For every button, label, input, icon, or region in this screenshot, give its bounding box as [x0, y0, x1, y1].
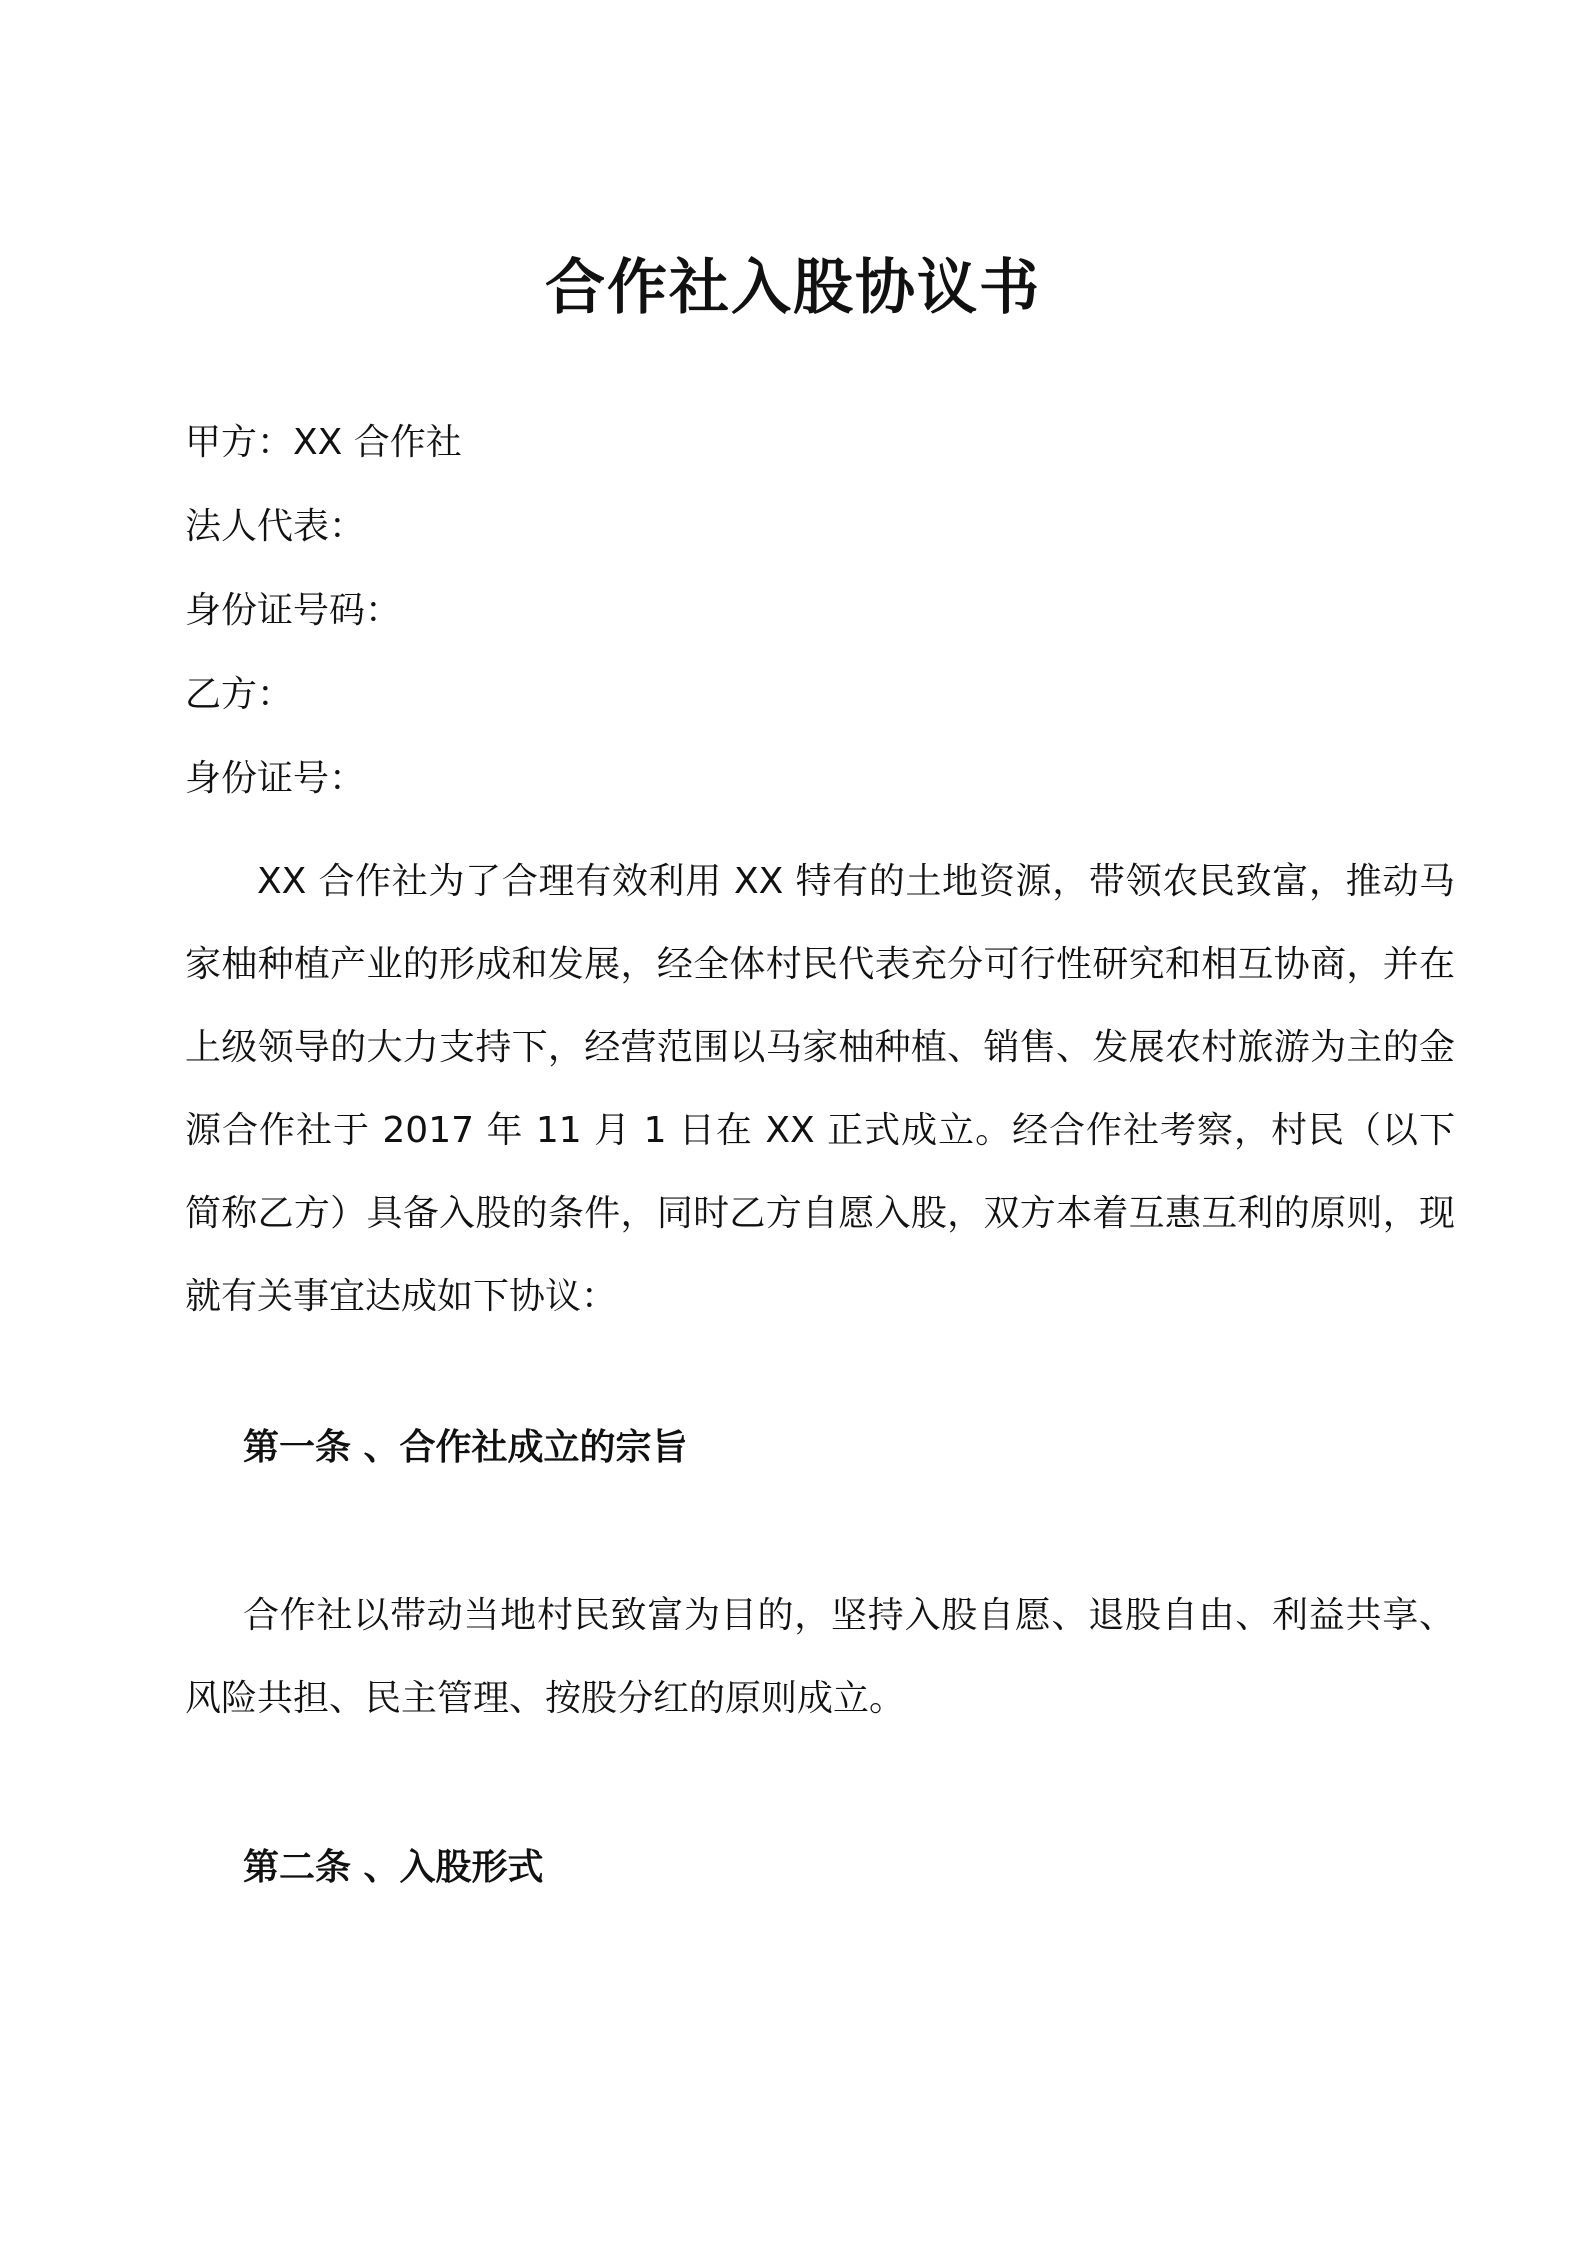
party-b-id-field: 身份证号：	[185, 758, 366, 799]
article-1-body: 合作社以带动当地村民致富为目的，坚持入股自愿、退股自由、利益共享、风险共担、民主管理、按股分红的原则成立。	[185, 1595, 1455, 1719]
party-b-field: 乙方：	[185, 674, 294, 715]
party-a-field: 甲方：XX 合作社	[185, 422, 462, 463]
intro-paragraph: XX 合作社为了合理有效利用 XX 特有的土地资源，带领农民致富，推动马家柚种植产业的形成和发展，经全体村民代表充分可行性研究和相互协商，并在上级领导的大力支持下，经营范围以马家柚种植、销售、发展农村旅游为主的金源合作社于 2017 年 11 月 1 日在 XX 正式成立。经合作社考察，村民（以下简称乙方）具备入股的条件，同时乙方自愿入股，双方本着互惠互利的原则，现就有关事宜达成如下协议：	[185, 861, 1455, 1317]
article-1-heading: 第一条 、合作社成立的宗旨	[243, 1427, 688, 1468]
id-number-field: 身份证号码：	[185, 590, 402, 631]
article-2-heading: 第二条 、入股形式	[243, 1847, 544, 1888]
document-title: 合作社入股协议书	[545, 253, 1041, 323]
legal-representative-field: 法人代表：	[185, 506, 366, 547]
